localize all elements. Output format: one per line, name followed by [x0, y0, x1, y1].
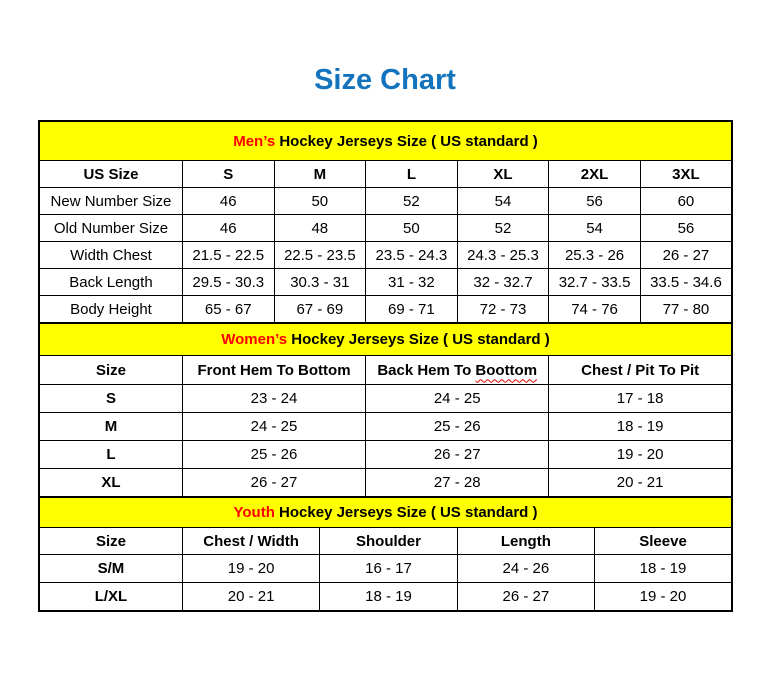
section-banner-row — [39, 323, 732, 356]
column-header: 3XL — [640, 161, 732, 188]
size-value-cell: 32.7 - 33.5 — [549, 269, 641, 296]
banner-title-text: Hockey Jerseys Size ( US standard ) — [274, 504, 538, 521]
size-value-cell: 52 — [457, 215, 549, 242]
section-banner — [39, 323, 732, 356]
size-value-cell: 27 - 28 — [366, 469, 549, 498]
row-label: M — [39, 413, 182, 441]
size-value-cell: 22.5 - 23.5 — [274, 242, 366, 269]
size-value-cell: 26 - 27 — [366, 441, 549, 469]
size-value-cell: 18 - 19 — [549, 413, 732, 441]
banner-highlight-text: Youth — [233, 504, 275, 521]
size-value-cell: 54 — [457, 188, 549, 215]
size-value-cell: 25 - 26 — [366, 413, 549, 441]
size-value-cell: 16 - 17 — [320, 555, 457, 583]
section-banner — [39, 497, 732, 528]
column-header: Size — [39, 356, 182, 385]
row-label: S — [39, 385, 182, 413]
row-label: Old Number Size — [39, 215, 182, 242]
size-value-cell: 20 - 21 — [182, 583, 319, 612]
row-label: L — [39, 441, 182, 469]
header-row — [39, 161, 732, 188]
size-value-cell: 33.5 - 34.6 — [640, 269, 732, 296]
section-banner-row — [39, 121, 732, 161]
row-label: Body Height — [39, 296, 182, 324]
column-header: M — [274, 161, 366, 188]
section-banner-row — [39, 497, 732, 528]
size-value-cell: 50 — [274, 188, 366, 215]
table-row — [39, 385, 732, 413]
row-label: Back Length — [39, 269, 182, 296]
size-value-cell: 19 - 20 — [549, 441, 732, 469]
size-value-cell: 52 — [366, 188, 458, 215]
table-row — [39, 188, 732, 215]
size-value-cell: 18 - 19 — [320, 583, 457, 612]
table-row — [39, 555, 732, 583]
column-header: Size — [39, 528, 182, 555]
column-header: Length — [457, 528, 594, 555]
row-label: New Number Size — [39, 188, 182, 215]
size-value-cell: 56 — [640, 215, 732, 242]
size-value-cell: 23.5 - 24.3 — [366, 242, 458, 269]
banner-highlight-text: Women’s — [221, 331, 288, 348]
banner-title-text: Hockey Jerseys Size ( US standard ) — [287, 331, 550, 348]
row-label: S/M — [39, 555, 182, 583]
size-value-cell: 46 — [182, 188, 274, 215]
size-value-cell: 18 - 19 — [595, 555, 732, 583]
misspelled-word: Boottom — [475, 361, 538, 379]
size-value-cell: 24.3 - 25.3 — [457, 242, 549, 269]
size-value-cell: 25.3 - 26 — [549, 242, 641, 269]
size-value-cell: 21.5 - 22.5 — [182, 242, 274, 269]
size-value-cell: 69 - 71 — [366, 296, 458, 324]
table-row — [39, 441, 732, 469]
column-header-text: Back Hem To — [377, 361, 476, 379]
row-label: Width Chest — [39, 242, 182, 269]
table-row — [39, 215, 732, 242]
size-value-cell: 17 - 18 — [549, 385, 732, 413]
size-value-cell: 20 - 21 — [549, 469, 732, 498]
size-value-cell: 23 - 24 — [182, 385, 365, 413]
size-value-cell: 29.5 - 30.3 — [182, 269, 274, 296]
table-row — [39, 583, 732, 612]
header-row — [39, 528, 732, 555]
size-value-cell: 24 - 25 — [182, 413, 365, 441]
size-value-cell: 60 — [640, 188, 732, 215]
section-banner — [39, 121, 732, 161]
size-table-womens — [38, 322, 733, 498]
banner-highlight-text: Men’s — [233, 132, 276, 150]
row-label: XL — [39, 469, 182, 498]
size-value-cell: 26 - 27 — [182, 469, 365, 498]
size-value-cell: 56 — [549, 188, 641, 215]
size-value-cell: 19 - 20 — [595, 583, 732, 612]
column-header: S — [182, 161, 274, 188]
size-value-cell: 46 — [182, 215, 274, 242]
column-header — [366, 356, 549, 385]
size-value-cell: 65 - 67 — [182, 296, 274, 324]
size-chart-tables — [38, 120, 733, 612]
size-value-cell: 31 - 32 — [366, 269, 458, 296]
size-value-cell: 32 - 32.7 — [457, 269, 549, 296]
size-value-cell: 54 — [549, 215, 641, 242]
page-title: Size Chart — [314, 64, 456, 96]
size-value-cell: 26 - 27 — [457, 583, 594, 612]
size-value-cell: 26 - 27 — [640, 242, 732, 269]
size-value-cell: 74 - 76 — [549, 296, 641, 324]
size-value-cell: 19 - 20 — [182, 555, 319, 583]
table-row — [39, 413, 732, 441]
banner-title-text: Hockey Jerseys Size ( US standard ) — [275, 132, 538, 150]
row-label: L/XL — [39, 583, 182, 612]
size-value-cell: 24 - 25 — [366, 385, 549, 413]
size-value-cell: 77 - 80 — [640, 296, 732, 324]
size-value-cell: 30.3 - 31 — [274, 269, 366, 296]
table-row — [39, 269, 732, 296]
column-header: Shoulder — [320, 528, 457, 555]
table-row — [39, 242, 732, 269]
column-header: US Size — [39, 161, 182, 188]
column-header: Chest / Width — [182, 528, 319, 555]
size-value-cell: 25 - 26 — [182, 441, 365, 469]
column-header: Chest / Pit To Pit — [549, 356, 732, 385]
size-table-youth — [38, 496, 733, 612]
size-value-cell: 67 - 69 — [274, 296, 366, 324]
header-row — [39, 356, 732, 385]
column-header: XL — [457, 161, 549, 188]
size-value-cell: 24 - 26 — [457, 555, 594, 583]
table-row — [39, 469, 732, 498]
column-header: 2XL — [549, 161, 641, 188]
size-table-mens — [38, 120, 733, 324]
size-value-cell: 72 - 73 — [457, 296, 549, 324]
column-header: Sleeve — [595, 528, 732, 555]
size-value-cell: 48 — [274, 215, 366, 242]
column-header: Front Hem To Bottom — [182, 356, 365, 385]
size-value-cell: 50 — [366, 215, 458, 242]
column-header: L — [366, 161, 458, 188]
table-row — [39, 296, 732, 324]
